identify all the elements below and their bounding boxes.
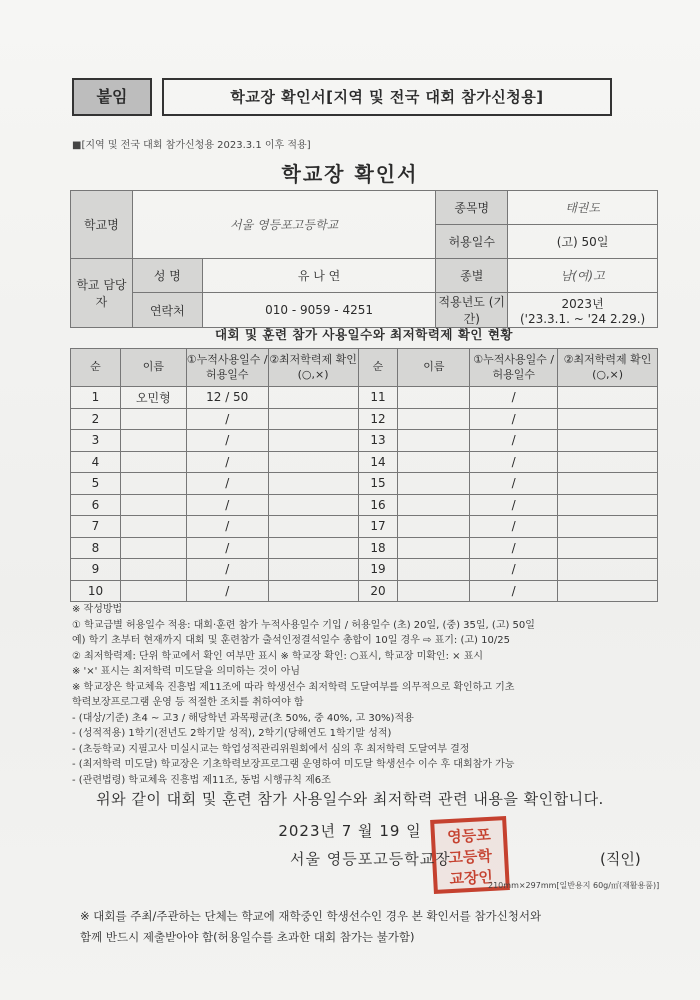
cell-days: /: [470, 387, 558, 409]
table-row: [71, 408, 658, 430]
school-value: 서울 영등포고등학교: [132, 191, 435, 259]
cell-name: [120, 408, 186, 430]
col-grade-right: ②최저학력제 확인(○,×): [558, 349, 658, 387]
cell-no: 19: [358, 559, 398, 581]
cell-name: [398, 387, 470, 409]
cell-grade: [268, 559, 358, 581]
year-label: 적용년도 (기간): [436, 293, 508, 328]
cell-name: [120, 580, 186, 602]
cell-no: 14: [358, 451, 398, 473]
school-label: 학교명: [71, 191, 133, 259]
cell-grade: [558, 559, 658, 581]
cell-no: 20: [358, 580, 398, 602]
cell-days: /: [470, 451, 558, 473]
cell-name: 오민형: [120, 387, 186, 409]
official-seal: 영등포 고등학 교장인: [430, 816, 510, 894]
cell-grade: [268, 580, 358, 602]
note-line: - (대상/기준) 초4 ~ 고3 / 해당학년 과목평균(초 50%, 중 40%, 고 30%)적용: [72, 712, 414, 724]
info-table: [70, 190, 658, 328]
cell-days: /: [470, 580, 558, 602]
cell-no: 3: [71, 430, 121, 452]
cell-no: 9: [71, 559, 121, 581]
cell-grade: [558, 537, 658, 559]
confirm-text: 위와 같이 대회 및 훈련 참가 사용일수와 최저학력 관련 내용을 확인합니다.: [96, 790, 604, 808]
cell-days: /: [470, 473, 558, 495]
cell-grade: [268, 516, 358, 538]
cell-name: [398, 494, 470, 516]
note-line: - (최저학력 미도달) 학교장은 기초학력보장프로그램 운영하여 미도달 학생선수 이수 후 대회참가 가능: [72, 759, 515, 770]
table-row: [71, 430, 658, 452]
cell-name: [398, 537, 470, 559]
cell-grade: [268, 537, 358, 559]
cell-grade: [558, 516, 658, 538]
cell-no: 4: [71, 451, 121, 473]
seal-label: (직인): [600, 850, 641, 868]
name-label: 성 명: [132, 259, 202, 293]
cell-days: 12 / 50: [186, 387, 268, 409]
cell-name: [398, 580, 470, 602]
gender-value: 남(여)고: [508, 259, 658, 293]
note-line: ※ 학교장은 학교체육 진흥법 제11조에 따라 학생선수 최저학력 도달여부를 의무적으로 확인하고 기초: [72, 681, 515, 693]
notes-block: [72, 602, 672, 788]
col-days-left: ①누적사용일수 /허용일수: [186, 349, 268, 387]
cell-name: [398, 408, 470, 430]
bottom-note-line: 함께 반드시 제출받아야 함(허용일수를 초과한 대회 참가는 불가함): [80, 930, 415, 944]
col-days-right: ①누적사용일수 /허용일수: [470, 349, 558, 387]
usage-table: [70, 348, 658, 602]
cell-name: [120, 451, 186, 473]
table-row: [71, 387, 658, 409]
cell-grade: [558, 473, 658, 495]
date-text: 2023년 7 월 19 일: [278, 822, 422, 840]
contact-label: 연락처: [132, 293, 202, 328]
cell-grade: [268, 451, 358, 473]
note-line: ※ '×' 표시는 최저학력 미도달을 의미하는 것이 아님: [72, 666, 301, 677]
cell-no: 13: [358, 430, 398, 452]
cell-grade: [268, 387, 358, 409]
cell-days: /: [470, 430, 558, 452]
cell-no: 15: [358, 473, 398, 495]
cell-days: /: [470, 537, 558, 559]
note-line: ② 최저학력제: 단위 학교에서 확인 여부만 표시 ※ 학교장 확인: ○표시, 학교장 미확인: × 표시: [72, 650, 484, 662]
cell-name: [398, 451, 470, 473]
note-line: - (관련법령) 학교체육 진흥법 제11조, 동법 시행규칙 제6조: [72, 774, 331, 786]
cell-days: /: [470, 559, 558, 581]
cell-no: 1: [71, 387, 121, 409]
table-row: [71, 516, 658, 538]
cell-grade: [558, 451, 658, 473]
cell-days: /: [186, 408, 268, 430]
table-row: [71, 537, 658, 559]
col-grade-left: ②최저학력제 확인(○,×): [268, 349, 358, 387]
cell-no: 2: [71, 408, 121, 430]
note-line: - (초등학교) 지필고사 미실시교는 학업성적관리위원회에서 심의 후 최저학력 도달여부 결정: [72, 743, 470, 755]
note-line: ① 학교급별 허용일수 적용: 대회·훈련 참가 누적사용일수 기입 / 허용일수 (초) 20일, (중) 35일, (고) 50일: [72, 619, 535, 631]
cell-days: /: [186, 494, 268, 516]
cell-grade: [268, 430, 358, 452]
table-row: [71, 559, 658, 581]
name-value: 유 나 연: [202, 259, 436, 293]
cell-name: [398, 516, 470, 538]
cell-no: 18: [358, 537, 398, 559]
col-name-right: 이름: [398, 349, 470, 387]
paper-size-note: 210mm×297mm[일반용지 60g/㎡(재활용품)]: [488, 881, 660, 890]
header-title: 학교장 확인서[지역 및 전국 대회 참가신청용]: [162, 78, 612, 116]
table-row: [71, 451, 658, 473]
cell-grade: [268, 408, 358, 430]
contact-value: 010 - 9059 - 4251: [202, 293, 436, 328]
cell-days: /: [186, 516, 268, 538]
cell-days: /: [186, 473, 268, 495]
gender-label: 종별: [436, 259, 508, 293]
note-line: 예) 학기 초부터 현재까지 대회 및 훈련참가 출석인정결석일수 총합이 10일 경우 ⇨ 표기: (고) 10/25: [72, 635, 510, 646]
note-line: - (성적적용) 1학기(전년도 2학기말 성적), 2학기(당해연도 1학기말 성적): [72, 728, 392, 739]
cell-days: /: [186, 580, 268, 602]
table-header-row: [71, 349, 658, 387]
cell-days: /: [470, 408, 558, 430]
cell-name: [120, 559, 186, 581]
table-body: [71, 387, 658, 602]
cell-no: 8: [71, 537, 121, 559]
cell-days: /: [470, 516, 558, 538]
cell-name: [398, 430, 470, 452]
allowed-value: (고) 50일: [508, 225, 658, 259]
cell-grade: [558, 408, 658, 430]
table-row: [71, 473, 658, 495]
year-period: ('23.3.1. ~ '24 2.29.): [519, 311, 646, 326]
cell-no: 11: [358, 387, 398, 409]
col-no-right: 순: [358, 349, 398, 387]
event-value: 태권도: [508, 191, 658, 225]
cell-grade: [558, 430, 658, 452]
cell-no: 5: [71, 473, 121, 495]
note-line: 학력보장프로그램 운영 등 적절한 조치를 취하여야 함: [72, 697, 304, 708]
cell-name: [120, 430, 186, 452]
table-row: [71, 494, 658, 516]
table-row: [71, 580, 658, 602]
attachment-tag: 붙임: [72, 78, 152, 116]
cell-days: /: [186, 537, 268, 559]
col-no-left: 순: [71, 349, 121, 387]
event-label: 종목명: [436, 191, 508, 225]
cell-days: /: [470, 494, 558, 516]
cell-grade: [558, 387, 658, 409]
cell-no: 16: [358, 494, 398, 516]
cell-name: [120, 516, 186, 538]
cell-no: 6: [71, 494, 121, 516]
cell-grade: [558, 580, 658, 602]
cell-name: [120, 473, 186, 495]
year-value: 2023년: [561, 296, 604, 311]
bottom-note: [80, 906, 660, 948]
school-sign: 서울 영등포고등학교장: [290, 850, 451, 868]
cell-name: [398, 559, 470, 581]
doc-title: 학교장 확인서: [281, 162, 419, 186]
section-title: 대회 및 훈련 참가 사용일수와 최저학력제 확인 현황: [214, 327, 514, 342]
col-name-left: 이름: [120, 349, 186, 387]
bottom-note-line: ※ 대회를 주최/주관하는 단체는 학교에 재학중인 학생선수인 경우 본 확인서를 참가신청서와: [80, 909, 542, 923]
cell-name: [398, 473, 470, 495]
staff-label: 학교 담당자: [71, 259, 133, 328]
cell-no: 17: [358, 516, 398, 538]
cell-days: /: [186, 451, 268, 473]
cell-no: 10: [71, 580, 121, 602]
note-line: ※ 작성방법: [72, 604, 123, 615]
cell-name: [120, 494, 186, 516]
cell-grade: [268, 494, 358, 516]
cell-days: /: [186, 430, 268, 452]
header-row: [72, 78, 612, 116]
cell-grade: [558, 494, 658, 516]
apply-note: ■[지역 및 전국 대회 참가신청용 2023.3.1 이후 적용]: [72, 140, 311, 151]
cell-no: 12: [358, 408, 398, 430]
cell-grade: [268, 473, 358, 495]
cell-no: 7: [71, 516, 121, 538]
cell-name: [120, 537, 186, 559]
allowed-label: 허용일수: [436, 225, 508, 259]
cell-days: /: [186, 559, 268, 581]
